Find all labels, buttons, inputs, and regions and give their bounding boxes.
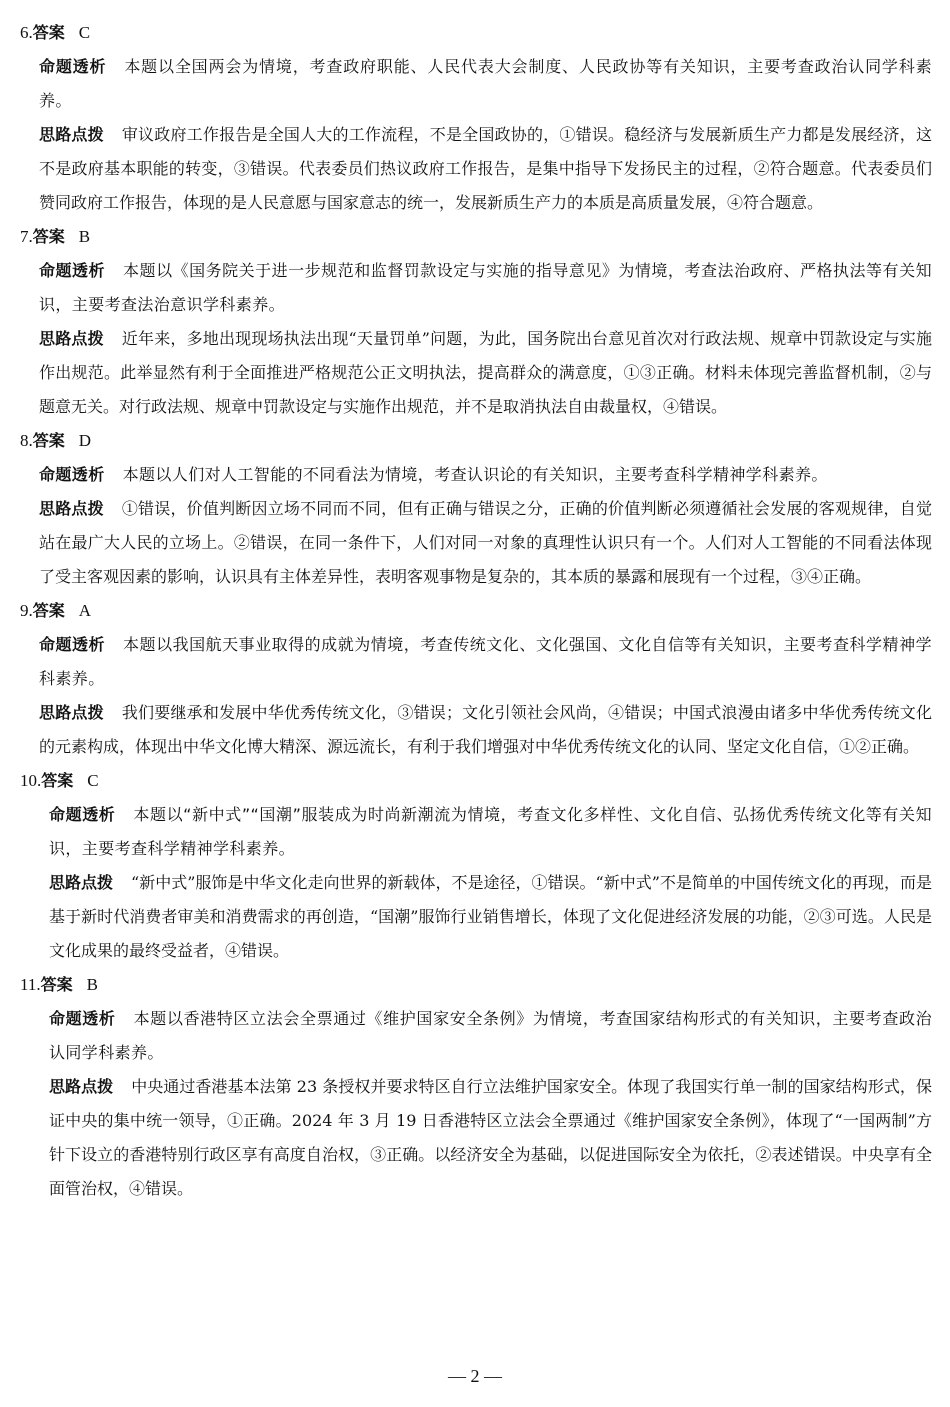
answer-value: C xyxy=(87,771,99,790)
answer-label: 答案 xyxy=(32,227,65,246)
thinking-text: ①错误，价值判断因立场不同而不同，但有正确与错误之分，正确的价值判断必须遵循社会发展的客观规律，自觉站在最广大人民的立场上。②错误，在同一条件下，人们对同一对象的真理性认识只有一个。人们对人工智能的不同看法体现了受主客观因素的影响，认识具有主体差异性，表明客观事物是复杂的，其本质的暴露和展现有一个过程，③④正确。 xyxy=(39,499,932,586)
analysis-label: 命题透析 xyxy=(39,465,105,484)
analysis-text: 本题以“新中式”“国潮”服装成为时尚新潮流为情境，考查文化多样性、文化自信、弘扬优秀传统文化等有关知识，主要考查科学精神学科素养。 xyxy=(49,805,932,858)
question-6 xyxy=(20,16,932,220)
question-9 xyxy=(20,594,932,764)
analysis-paragraph xyxy=(20,1002,932,1070)
analysis-paragraph xyxy=(20,798,932,866)
analysis-text: 本题以香港特区立法会全票通过《维护国家安全条例》为情境，考查国家结构形式的有关知识，主要考查政治认同学科素养。 xyxy=(49,1009,932,1062)
question-number: 6. xyxy=(20,23,33,42)
question-header xyxy=(20,764,932,798)
analysis-label: 命题透析 xyxy=(39,57,107,76)
question-11 xyxy=(20,968,932,1206)
thinking-paragraph xyxy=(20,118,932,220)
question-10 xyxy=(20,764,932,968)
analysis-text: 本题以我国航天事业取得的成就为情境，考查传统文化、文化强国、文化自信等有关知识，主要考查科学精神学科素养。 xyxy=(39,635,932,688)
question-header xyxy=(20,968,932,1002)
analysis-text: 本题以人们对人工智能的不同看法为情境，考查认识论的有关知识，主要考查科学精神学科素养。 xyxy=(122,465,828,484)
thinking-paragraph xyxy=(20,1070,932,1206)
question-number: 9. xyxy=(20,601,33,620)
thinking-label: 思路点拨 xyxy=(39,125,104,144)
thinking-label: 思路点拨 xyxy=(39,703,104,722)
thinking-paragraph xyxy=(20,492,932,594)
answer-value: B xyxy=(86,975,98,994)
thinking-label: 思路点拨 xyxy=(39,329,104,348)
answer-value: C xyxy=(78,23,91,42)
question-7 xyxy=(20,220,932,424)
analysis-paragraph xyxy=(20,628,932,696)
thinking-paragraph xyxy=(20,322,932,424)
analysis-paragraph xyxy=(20,254,932,322)
answer-label: 答案 xyxy=(32,23,65,42)
question-header xyxy=(20,424,932,458)
answer-sheet xyxy=(20,16,932,1206)
thinking-paragraph xyxy=(20,866,932,968)
question-header xyxy=(20,16,932,50)
answer-label: 答案 xyxy=(41,771,74,790)
thinking-label: 思路点拨 xyxy=(49,1077,114,1096)
analysis-text: 本题以全国两会为情境，考查政府职能、人民代表大会制度、人民政协等有关知识，主要考查政治认同学科素养。 xyxy=(39,57,932,110)
question-header xyxy=(20,594,932,628)
thinking-text: “新中式”服饰是中华文化走向世界的新载体，不是途径，①错误。“新中式”不是简单的中国传统文化的再现，而是基于新时代消费者审美和消费需求的再创造，“国潮”服饰行业销售增长，体现了文化促进经济发展的功能，②③可选。人民是文化成果的最终受益者，④错误。 xyxy=(49,873,932,960)
thinking-text: 中央通过香港基本法第 23 条授权并要求特区自行立法维护国家安全。体现了我国实行单一制的国家结构形式，保证中央的集中统一领导，①正确。2024 年 3 月 19 日香港特区立法会全票通过《维护国家安全条例》，体现了“一国两制”方针下设立的香港特别行政区享有高度自治权，③正确。以经济安全为基础，以促进国际安全为依托，②表述错误。中央享有全面管治权，④错误。 xyxy=(49,1077,932,1198)
answer-value: A xyxy=(78,601,92,620)
thinking-label: 思路点拨 xyxy=(49,873,114,892)
question-8 xyxy=(20,424,932,594)
answer-value: D xyxy=(78,431,92,450)
analysis-label: 命题透析 xyxy=(49,805,116,824)
thinking-paragraph xyxy=(20,696,932,764)
analysis-text: 本题以《国务院关于进一步规范和监督罚款设定与实施的指导意见》为情境，考查法治政府、严格执法等有关知识，主要考查法治意识学科素养。 xyxy=(39,261,932,314)
page-number: — 2 — xyxy=(448,1366,502,1386)
question-number: 8. xyxy=(20,431,33,450)
question-number: 7. xyxy=(20,227,33,246)
question-header xyxy=(20,220,932,254)
thinking-text: 我们要继承和发展中华优秀传统文化，③错误；文化引领社会风尚，④错误；中国式浪漫由诸多中华优秀传统文化的元素构成，体现出中华文化博大精深、源远流长，有利于我们增强对中华优秀传统文化的认同、坚定文化自信，①②正确。 xyxy=(39,703,932,756)
answer-label: 答案 xyxy=(32,431,65,450)
answer-label: 答案 xyxy=(40,975,73,994)
answer-label: 答案 xyxy=(32,601,65,620)
thinking-label: 思路点拨 xyxy=(39,499,104,518)
analysis-label: 命题透析 xyxy=(39,261,106,280)
question-number: 10. xyxy=(20,771,42,790)
thinking-text: 近年来，多地出现现场执法出现“天量罚单”问题，为此，国务院出台意见首次对行政法规、规章中罚款设定与实施作出规范。此举显然有利于全面推进严格规范公正文明执法，提高群众的满意度，①③正确。材料未体现完善监督机制，②与题意无关。对行政法规、规章中罚款设定与实施作出规范，并不是取消执法自由裁量权，④错误。 xyxy=(39,329,932,416)
answer-value: B xyxy=(78,227,91,246)
analysis-paragraph xyxy=(20,50,932,118)
thinking-text: 审议政府工作报告是全国人大的工作流程，不是全国政协的，①错误。稳经济与发展新质生产力都是发展经济，这不是政府基本职能的转变，③错误。代表委员们热议政府工作报告，是集中指导下发扬民主的过程，②符合题意。代表委员们赞同政府工作报告，体现的是人民意愿与国家意志的统一，发展新质生产力的本质是高质量发展，④符合题意。 xyxy=(39,125,932,212)
analysis-label: 命题透析 xyxy=(49,1009,116,1028)
question-number: 11. xyxy=(20,975,41,994)
analysis-paragraph xyxy=(20,458,932,492)
analysis-label: 命题透析 xyxy=(39,635,106,654)
